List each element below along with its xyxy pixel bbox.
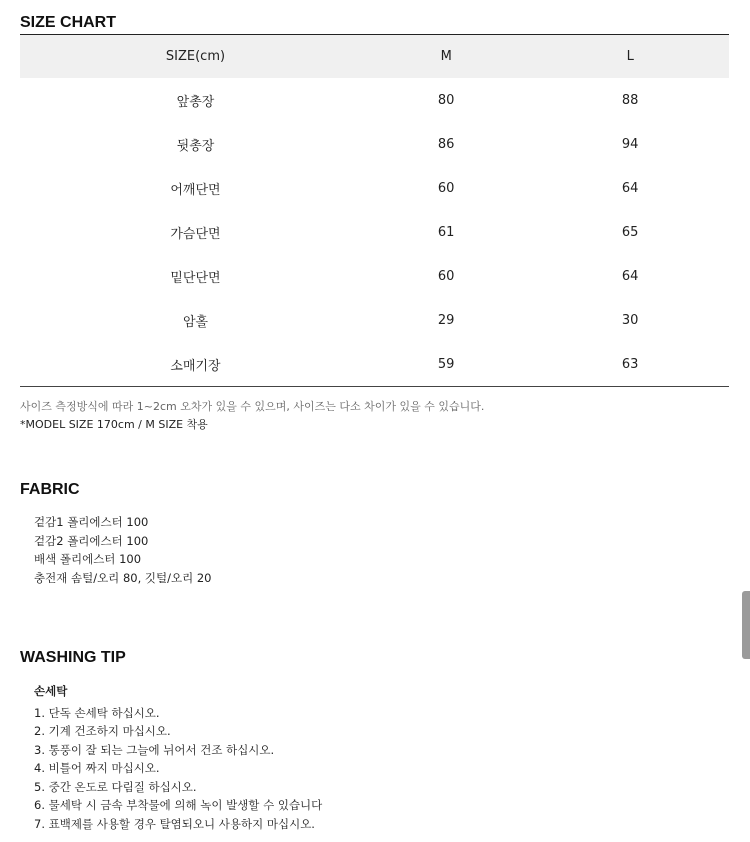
- washing-tips: [34, 682, 322, 833]
- size-table-header: [20, 35, 729, 78]
- row-value-m: 29: [437, 312, 455, 328]
- list-item: 2. 기계 건조하지 마십시오.: [34, 724, 171, 738]
- washing-method: 손세탁: [34, 684, 68, 698]
- fabric-list: [34, 513, 212, 587]
- side-scroll-tab[interactable]: [742, 591, 750, 659]
- table-row: [20, 254, 729, 298]
- washing-tip-title: WASHING TIP: [20, 649, 126, 666]
- table-row: [20, 210, 729, 254]
- header-size-m: M: [440, 49, 452, 64]
- fabric-title: FABRIC: [20, 481, 80, 498]
- list-item: 7. 표백제를 사용할 경우 탈염되오니 사용하지 마십시오.: [34, 816, 315, 831]
- header-size-label: SIZE(cm): [165, 49, 226, 64]
- row-label: 밑단단면: [170, 270, 221, 286]
- row-value-m: 61: [437, 224, 455, 240]
- row-value-l: 65: [621, 224, 639, 240]
- table-row: [20, 342, 729, 386]
- table-row: [20, 298, 729, 342]
- list-item: 3. 통풍이 잘 되는 그늘에 뉘어서 건조 하십시오.: [34, 742, 275, 757]
- list-item: 겉감1 폴리에스터 100: [34, 515, 149, 529]
- row-value-l: 94: [621, 136, 639, 152]
- table-row: [20, 122, 729, 166]
- row-label: 가슴단면: [170, 226, 221, 242]
- measurement-note: 사이즈 측정방식에 따라 1~2cm 오차가 있을 수 있으며, 사이즈는 다소 차이가 있을 수 있습니다.: [20, 400, 485, 413]
- size-chart-title: SIZE CHART: [20, 14, 116, 31]
- list-item: 6. 물세탁 시 금속 부착물에 의해 녹이 발생할 수 있습니다: [34, 798, 323, 812]
- row-value-l: 30: [621, 312, 639, 328]
- row-label: 암홀: [182, 314, 209, 330]
- row-value-m: 80: [437, 92, 455, 108]
- row-value-m: 60: [437, 180, 455, 196]
- list-item: 5. 중간 온도로 다림질 하십시오.: [34, 779, 197, 794]
- table-row: [20, 78, 729, 122]
- list-item: 1. 단독 손세탁 하십시오.: [34, 705, 160, 720]
- size-notes: [20, 398, 484, 434]
- row-value-l: 64: [621, 180, 639, 196]
- row-label: 앞총장: [176, 94, 215, 110]
- row-value-m: 60: [437, 268, 455, 284]
- model-size-note: *MODEL SIZE 170cm / M SIZE 착용: [20, 418, 208, 431]
- row-value-l: 88: [621, 92, 639, 108]
- table-row: [20, 166, 729, 210]
- row-label: 어깨단면: [170, 182, 221, 198]
- header-size-l: L: [626, 49, 634, 64]
- list-item: 배색 폴리에스터 100: [34, 552, 142, 566]
- list-item: 겉감2 폴리에스터 100: [34, 533, 149, 548]
- row-value-m: 86: [437, 136, 455, 152]
- size-chart-table: [20, 34, 729, 387]
- row-label: 소매기장: [170, 358, 221, 374]
- row-value-m: 59: [437, 356, 455, 372]
- list-item: 4. 비틀어 짜지 마십시오.: [34, 761, 160, 775]
- row-label: 뒷총장: [176, 138, 215, 154]
- row-value-l: 63: [621, 356, 639, 372]
- row-value-l: 64: [621, 268, 639, 284]
- list-item: 충전재 솜털/오리 80, 깃털/오리 20: [34, 570, 212, 585]
